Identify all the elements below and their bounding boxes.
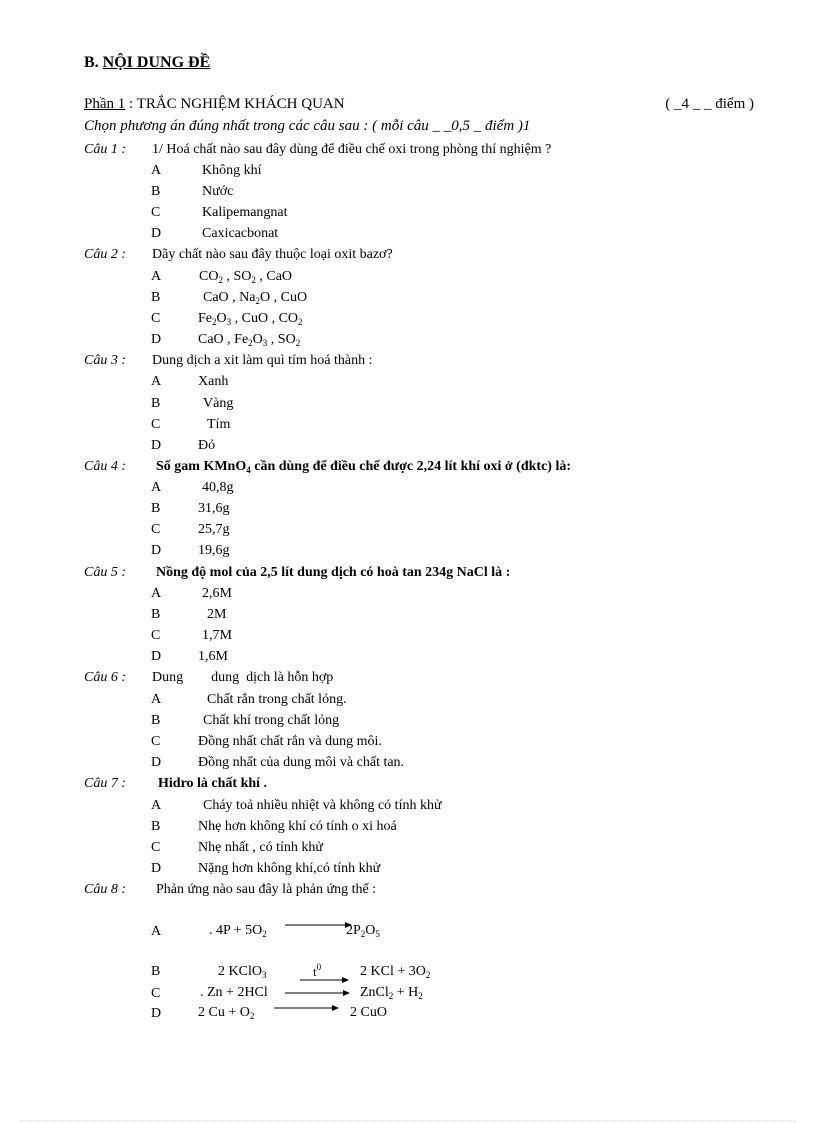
option-formula: CaO , $Fe_2O_3$ , $SO_2$ bbox=[198, 332, 301, 348]
option-letter: C bbox=[151, 522, 161, 537]
option-letter: A bbox=[151, 692, 162, 707]
option-text: Caxicacbonat bbox=[202, 226, 279, 241]
question-text: Dung dung dịch là hỗn hợp bbox=[152, 670, 334, 685]
option-letter: D bbox=[151, 332, 162, 347]
question-text: Phản ứng nào sau đây là phản ứng thế : bbox=[156, 882, 377, 897]
question-text: Số gam KMnO$_4$ cần dùng để điều chế được 2,24 lít khí oxi ở (đktc) là: bbox=[156, 459, 572, 475]
option-formula: CaO , $Na_2O$ , CuO bbox=[203, 290, 308, 306]
question-label: Câu 6 : bbox=[84, 670, 126, 685]
option-text: 1,6M bbox=[198, 649, 228, 664]
option-letter: A bbox=[151, 798, 162, 813]
option-text: Nhẹ hơn không khí có tính o xi hoá bbox=[198, 819, 397, 834]
option-letter: A bbox=[151, 374, 162, 389]
reaction-arrow-icon bbox=[274, 1003, 340, 1013]
option-letter: A bbox=[151, 586, 162, 601]
reaction-d-lhs: 2 $Cu + O_2$ bbox=[198, 1005, 255, 1021]
reaction-a-lhs: . $4P + 5O_2$ bbox=[209, 923, 267, 939]
option-letter: C bbox=[151, 840, 161, 855]
option-text: Cháy toả nhiều nhiệt và không có tính khử bbox=[203, 798, 442, 813]
option-text: Kalipemangnat bbox=[202, 205, 288, 220]
option-formula: $CO_2$ , $SO_2$ , CaO bbox=[199, 269, 293, 285]
option-letter: B bbox=[151, 501, 161, 516]
reaction-arrow-icon bbox=[300, 975, 350, 985]
option-letter: C bbox=[151, 311, 161, 326]
option-text: Đồng nhất chất rắn và dung môi. bbox=[198, 734, 382, 749]
option-letter: B bbox=[151, 607, 161, 622]
option-letter: C bbox=[151, 205, 161, 220]
question-label: Câu 1 : bbox=[84, 142, 126, 157]
reaction-b-rhs: 2 KCl + $3O_2$ bbox=[360, 964, 431, 980]
option-text: 1,7M bbox=[202, 628, 232, 643]
option-text: 40,8g bbox=[202, 480, 234, 495]
option-letter: D bbox=[151, 861, 162, 876]
reaction-a-rhs: $2P_2O_5$ bbox=[346, 923, 380, 939]
option-letter: D bbox=[151, 649, 162, 664]
question-text: 1/ Hoá chất nào sau đây dùng để điều chế oxi trong phòng thí nghiệm ? bbox=[152, 142, 552, 157]
option-formula: $Fe_2O_3$ , CuO , $CO_2$ bbox=[198, 311, 303, 327]
option-text: Nặng hơn không khí,có tính khử bbox=[198, 861, 381, 876]
page-footer-rule bbox=[20, 1120, 796, 1121]
option-letter: C bbox=[151, 628, 161, 643]
part-score: ( _4 _ _ điểm ) bbox=[665, 96, 754, 112]
section-prefix: B. bbox=[84, 54, 99, 71]
part-separator: : bbox=[125, 96, 137, 112]
reaction-arrow-icon bbox=[285, 920, 353, 930]
option-letter: D bbox=[151, 226, 162, 241]
reaction-b-condition: $t^0$ bbox=[313, 962, 322, 979]
option-text: 2M bbox=[207, 607, 227, 622]
option-text: 19,6g bbox=[198, 543, 230, 558]
part-title: TRẮC NGHIỆM KHÁCH QUAN bbox=[136, 96, 345, 112]
reaction-b-lhs: 2 KClO$_3$ bbox=[218, 964, 267, 980]
question-label: Câu 2 : bbox=[84, 247, 126, 262]
question-label: Câu 3 : bbox=[84, 353, 126, 368]
instruction: Chọn phương án đúng nhất trong các câu sau : ( mỗi câu _ _0,5 _ điểm )1 bbox=[84, 118, 531, 134]
option-letter: B bbox=[151, 964, 161, 979]
question-text: Dãy chất nào sau đây thuộc loại oxit bazơ? bbox=[152, 247, 393, 262]
option-letter: A bbox=[151, 924, 162, 939]
reaction-c-lhs: . Zn + 2HCl bbox=[200, 985, 268, 1000]
question-label: Câu 7 : bbox=[84, 776, 126, 791]
question-label: Câu 8 : bbox=[84, 882, 126, 897]
option-letter: C bbox=[151, 734, 161, 749]
option-letter: B bbox=[151, 713, 161, 728]
option-text: Đỏ bbox=[198, 438, 216, 453]
reaction-c-rhs: ZnCl$_2$ + $H_2$ bbox=[360, 985, 423, 1001]
option-text: Nhẹ nhất , có tính khử bbox=[198, 840, 324, 855]
option-text: Chất khí trong chất lỏng bbox=[203, 713, 340, 728]
option-text: Đồng nhất của dung môi và chất tan. bbox=[198, 755, 405, 770]
option-letter: B bbox=[151, 184, 161, 199]
option-letter: B bbox=[151, 290, 161, 305]
question-text: Dung dịch a xit làm quì tím hoá thành : bbox=[152, 353, 373, 368]
option-letter: D bbox=[151, 1006, 162, 1021]
option-text: Tím bbox=[207, 417, 231, 432]
option-text: Vàng bbox=[203, 396, 234, 411]
option-text: 31,6g bbox=[198, 501, 230, 516]
option-text: Nước bbox=[202, 184, 234, 199]
option-letter: D bbox=[151, 543, 162, 558]
section-heading bbox=[84, 54, 210, 72]
option-letter: D bbox=[151, 755, 162, 770]
option-text: Xanh bbox=[198, 374, 229, 389]
option-letter: C bbox=[151, 417, 161, 432]
question-text: Hidro là chất khí . bbox=[158, 776, 268, 791]
option-letter: A bbox=[151, 163, 162, 178]
question-label: Câu 5 : bbox=[84, 565, 126, 580]
option-text: 2,6M bbox=[202, 586, 232, 601]
part-header bbox=[84, 96, 754, 113]
section-title: NỘI DUNG ĐỀ bbox=[102, 54, 211, 71]
option-text: Không khí bbox=[202, 163, 262, 178]
option-text: Chất rắn trong chất lỏng. bbox=[207, 692, 347, 707]
option-text: 25,7g bbox=[198, 522, 230, 537]
option-letter: C bbox=[151, 986, 161, 1001]
option-letter: A bbox=[151, 480, 162, 495]
option-letter: A bbox=[151, 269, 162, 284]
part-label: Phần 1 bbox=[84, 96, 126, 112]
option-letter: B bbox=[151, 396, 161, 411]
option-letter: D bbox=[151, 438, 162, 453]
question-label: Câu 4 : bbox=[84, 459, 126, 474]
reaction-d-rhs: 2 CuO bbox=[350, 1005, 387, 1020]
reaction-arrow-icon bbox=[285, 988, 351, 998]
option-letter: B bbox=[151, 819, 161, 834]
question-text: Nồng độ mol của 2,5 lít dung dịch có hoà tan 234g NaCl là : bbox=[156, 565, 511, 580]
